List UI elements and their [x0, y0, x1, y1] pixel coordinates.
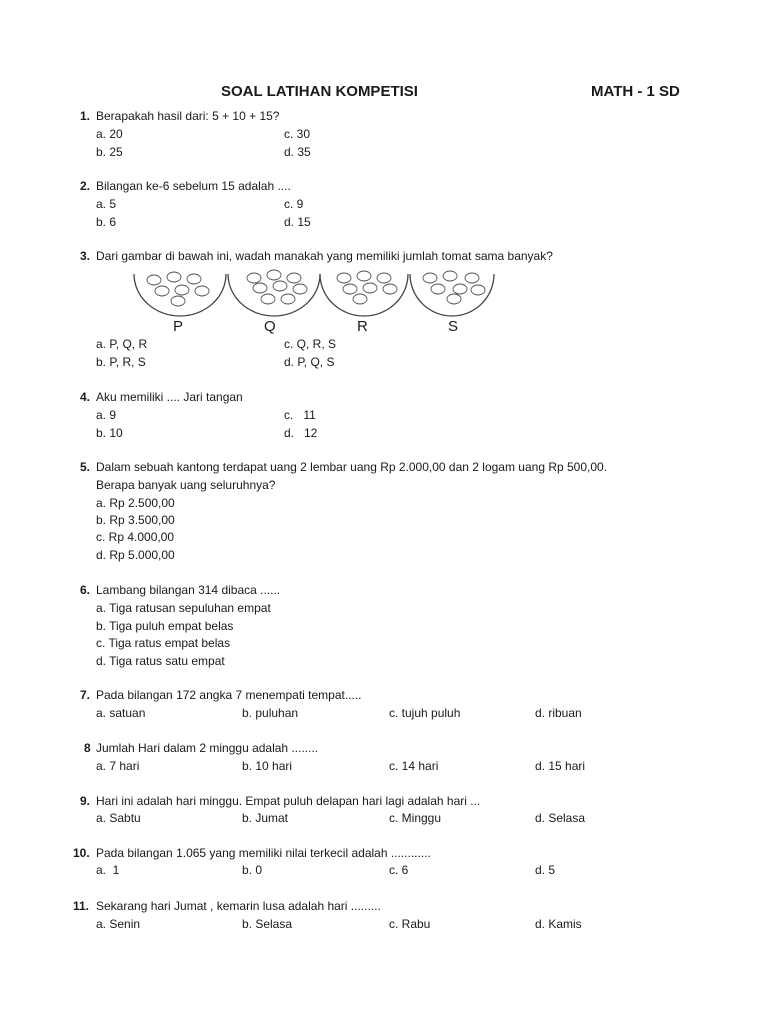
question-number: 10. — [73, 846, 90, 860]
bowl-label-r: R — [357, 318, 368, 335]
option-c[interactable]: c. 14 hari — [389, 759, 439, 773]
question-text: Aku memiliki .... Jari tangan — [96, 390, 243, 404]
option-d[interactable]: d. P, Q, S — [284, 355, 335, 369]
option-a[interactable]: a. 20 — [96, 127, 123, 141]
option-b[interactable]: b. 10 — [96, 426, 123, 440]
question-text: Dalam sebuah kantong terdapat uang 2 lembar uang Rp 2.000,00 dan 2 logam uang Rp 500,00. — [96, 460, 608, 474]
question-text-line2: Berapa banyak uang seluruhnya? — [96, 478, 276, 492]
option-c[interactable]: c. Rp 4.000,00 — [96, 530, 175, 544]
tomatoes — [147, 270, 485, 306]
option-d[interactable]: d. Kamis — [535, 917, 582, 931]
option-a[interactable]: a. 5 — [96, 197, 117, 211]
option-c[interactable]: c. Minggu — [389, 811, 442, 825]
option-d[interactable]: d. 5 — [535, 863, 556, 877]
option-a[interactable]: a. satuan — [96, 706, 146, 720]
option-d[interactable]: d. 35 — [284, 145, 311, 159]
option-b[interactable]: b. puluhan — [242, 706, 299, 720]
option-c[interactable]: c. Tiga ratus empat belas — [96, 636, 231, 650]
question-number: 9. — [80, 794, 91, 808]
bowl-label-p: P — [173, 318, 184, 335]
question-text: Lambang bilangan 314 dibaca ...... — [96, 583, 281, 597]
option-c[interactable]: c. 11 — [284, 408, 316, 422]
question-number: 11. — [73, 899, 90, 913]
question-text: Bilangan ke-6 sebelum 15 adalah .... — [96, 179, 291, 193]
bowl-label-s: S — [448, 318, 459, 335]
option-a[interactable]: a. 1 — [96, 863, 120, 877]
question-number: 7. — [80, 688, 91, 702]
option-d[interactable]: d. 15 hari — [535, 759, 586, 773]
option-b[interactable]: b. Tiga puluh empat belas — [96, 619, 234, 633]
question-number: 6. — [80, 583, 91, 597]
question-text: Berapakah hasil dari: 5 + 10 + 15? — [96, 109, 280, 123]
question-number: 3. — [80, 249, 91, 263]
option-d[interactable]: d. ribuan — [535, 706, 582, 720]
question-number: 5. — [80, 460, 91, 474]
question-number: 2. — [80, 179, 91, 193]
question-text: Pada bilangan 1.065 yang memiliki nilai terkecil adalah ............ — [96, 846, 431, 860]
question-number: 4. — [80, 390, 91, 404]
option-c[interactable]: c. 30 — [284, 127, 311, 141]
option-a[interactable]: a. P, Q, R — [96, 337, 148, 351]
question-text: Pada bilangan 172 angka 7 menempati tempat..... — [96, 688, 362, 702]
option-b[interactable]: b. 25 — [96, 145, 123, 159]
option-c[interactable]: c. 6 — [389, 863, 409, 877]
option-c[interactable]: c. tujuh puluh — [389, 706, 461, 720]
bowl-label-q: Q — [264, 318, 276, 335]
option-a[interactable]: a. Rp 2.500,00 — [96, 496, 175, 510]
question-text: Jumlah Hari dalam 2 minggu adalah ........ — [96, 741, 319, 755]
option-b[interactable]: b. Rp 3.500,00 — [96, 513, 175, 527]
option-d[interactable]: d. Tiga ratus satu empat — [96, 654, 225, 668]
question-text: Sekarang hari Jumat , kemarin lusa adalah hari ......... — [96, 899, 381, 913]
option-c[interactable]: c. Q, R, S — [284, 337, 337, 351]
question-number: 8 — [84, 741, 91, 755]
option-d[interactable]: d. 12 — [284, 426, 318, 440]
question-text: Hari ini adalah hari minggu. Empat puluh delapan hari lagi adalah hari ... — [96, 794, 481, 808]
subject-label: MATH - 1 SD — [591, 83, 680, 100]
option-b[interactable]: b. Selasa — [242, 917, 293, 931]
option-a[interactable]: a. 7 hari — [96, 759, 140, 773]
option-d[interactable]: d. 15 — [284, 215, 311, 229]
option-a[interactable]: a. Tiga ratusan sepuluhan empat — [96, 601, 271, 615]
question-number: 1. — [80, 109, 91, 123]
option-a[interactable]: a. Sabtu — [96, 811, 141, 825]
option-d[interactable]: d. Rp 5.000,00 — [96, 548, 175, 562]
option-b[interactable]: b. 0 — [242, 863, 263, 877]
option-b[interactable]: b. P, R, S — [96, 355, 146, 369]
option-b[interactable]: b. Jumat — [242, 811, 289, 825]
option-b[interactable]: b. 10 hari — [242, 759, 293, 773]
option-d[interactable]: d. Selasa — [535, 811, 586, 825]
option-a[interactable]: a. 9 — [96, 408, 117, 422]
option-a[interactable]: a. Senin — [96, 917, 141, 931]
option-c[interactable]: c. Rabu — [389, 917, 431, 931]
page-title: SOAL LATIHAN KOMPETISI — [221, 83, 418, 100]
question-text: Dari gambar di bawah ini, wadah manakah yang memiliki jumlah tomat sama banyak? — [96, 249, 553, 263]
option-b[interactable]: b. 6 — [96, 215, 117, 229]
option-c[interactable]: c. 9 — [284, 197, 304, 211]
